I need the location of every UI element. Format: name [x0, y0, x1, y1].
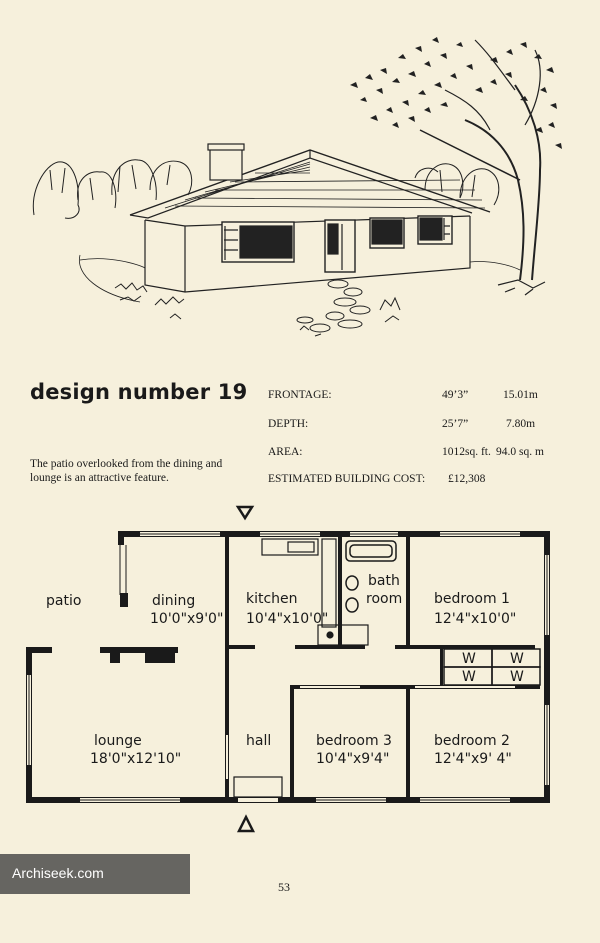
wardrobe-label: W	[510, 669, 524, 685]
wardrobe-label: W	[510, 651, 524, 667]
design-title: design number 19	[30, 380, 248, 404]
wardrobe-label: W	[462, 651, 476, 667]
room-patio: patio	[46, 593, 82, 609]
room-bathroom: bath	[368, 573, 400, 589]
design-caption: The patio overlooked from the dining and lounge is an attractive feature.	[30, 458, 223, 484]
room-bedroom-2: bedroom 2	[434, 733, 510, 749]
room-lounge-size: 18'0"x12'10"	[90, 751, 182, 767]
spec-depth-metric: 7.80m	[506, 418, 536, 430]
room-bedroom-3-size: 10'4"x9'4"	[316, 751, 390, 767]
spec-frontage-metric: 15.01m	[503, 389, 538, 401]
room-dining: dining	[152, 593, 196, 609]
page-number: 53	[278, 880, 290, 894]
spec-depth-label: DEPTH:	[268, 418, 309, 430]
wardrobes	[444, 649, 540, 685]
house-sketch	[20, 30, 580, 350]
spec-area-metric: 94.0 sq. m	[496, 446, 544, 458]
spec-cost-value: £12,308	[448, 473, 486, 485]
watermark-text: Archiseek.com	[12, 865, 104, 881]
spec-frontage-imperial: 49’3”	[442, 389, 469, 401]
tree-right	[350, 37, 562, 295]
archiseek-watermark	[0, 854, 190, 894]
room-dining-size: 10'0"x9'0"	[150, 611, 224, 627]
room-kitchen: kitchen	[246, 591, 298, 607]
spec-cost-label: ESTIMATED BUILDING COST:	[268, 473, 426, 485]
room-bedroom-1: bedroom 1	[434, 591, 510, 607]
spec-area-label: AREA:	[268, 446, 303, 458]
room-kitchen-size: 10'4"x10'0"	[246, 611, 329, 627]
entrance-arrow-bottom	[239, 817, 253, 831]
garden-path	[297, 280, 370, 332]
shrubs	[115, 283, 400, 336]
room-hall: hall	[246, 733, 272, 749]
house	[79, 144, 520, 336]
spec-depth-imperial: 25’7”	[442, 418, 469, 430]
room-bedroom-3: bedroom 3	[316, 733, 392, 749]
background-trees	[33, 160, 498, 219]
entrance-arrow-top	[238, 507, 252, 518]
wardrobe-label: W	[462, 669, 476, 685]
room-bathroom-line2: room	[366, 591, 403, 607]
room-bedroom-2-size: 12'4"x9' 4"	[434, 751, 512, 767]
room-bedroom-1-size: 12'4"x10'0"	[434, 611, 517, 627]
tree-foliage	[350, 37, 562, 149]
floor-plan	[20, 495, 580, 845]
spec-frontage-label: FRONTAGE:	[268, 389, 332, 401]
room-lounge: lounge	[94, 733, 142, 749]
spec-area-imperial: 1012sq. ft.	[442, 446, 491, 458]
entrance-step	[234, 777, 282, 797]
